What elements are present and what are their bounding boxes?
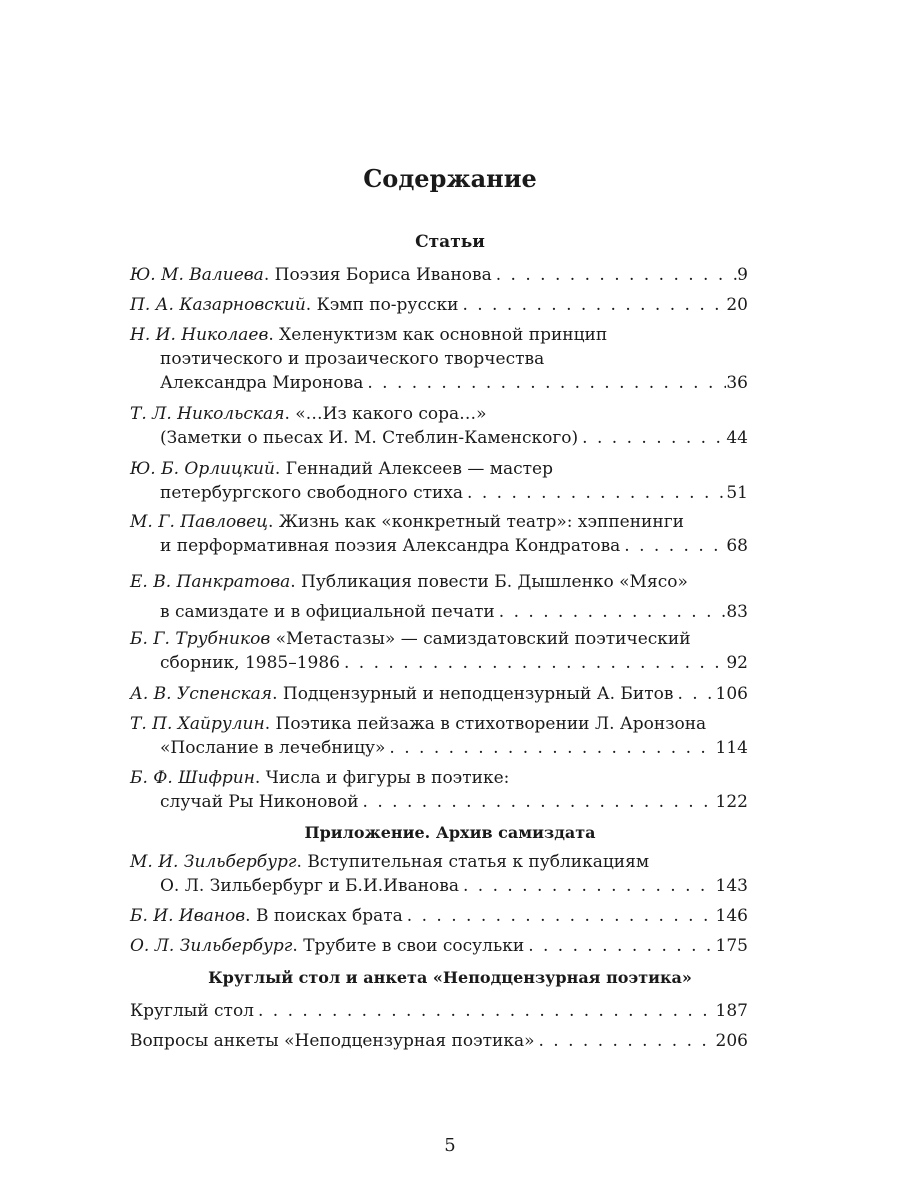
toc-entry-trubnikov: Б. Г. Трубников «Метастазы» — самиздатовский поэтический сборник, 1985–1986 . . . 92 [130, 627, 748, 675]
toc-entry-zilberburg-ol: О. Л. Зильбербург. Трубите в свои сосульки . . . 175 [130, 934, 748, 958]
leader-dots [495, 600, 727, 624]
page-ref: 143 [715, 876, 748, 896]
page-ref: 146 [715, 906, 748, 926]
toc-entry-questionnaire: Вопросы анкеты «Неподцензурная поэтика» . . . 206 [130, 1029, 748, 1053]
section-heading-articles: Статьи [415, 232, 485, 252]
leader-dots [524, 934, 715, 958]
leader-dots [458, 293, 726, 317]
page-ref: 51 [726, 483, 748, 503]
page-number: 5 [444, 1135, 456, 1156]
page-ref: 44 [726, 428, 748, 448]
section-heading-appendix: Приложение. Архив самиздата [304, 823, 596, 842]
section-heading-round-table: Круглый стол и анкета «Неподцензурная поэтика» [208, 968, 692, 987]
toc-entry-kazarnovsky: П. А. Казарновский. Кэмп по-русски . . . 20 [130, 293, 748, 317]
leader-dots [459, 874, 716, 898]
page-ref: 68 [726, 536, 748, 556]
page-title: Содержание [363, 164, 537, 193]
toc-entry-valieva: Ю. М. Валиева. Поэзия Бориса Иванова . . . 9 [130, 263, 748, 287]
page-ref: 206 [715, 1031, 748, 1051]
toc-entry-ivanov: Б. И. Иванов. В поисках брата . . . 146 [130, 904, 748, 928]
page-ref: 92 [726, 653, 748, 673]
page-ref: 106 [715, 684, 748, 704]
leader-dots [254, 999, 716, 1023]
toc-entry-pavlovets: М. Г. Павловец. Жизнь как «конкретный театр»: хэппенинги и перформативная поэзия Александра Кондратова . . . 68 [130, 510, 748, 558]
toc-entry-orlitsky: Ю. Б. Орлицкий. Геннадий Алексеев — мастер петербургского свободного стиха . . . 51 [130, 457, 748, 505]
leader-dots [359, 790, 716, 814]
toc-entry-nikolskaya: Т. Л. Никольская. «…Из какого сора…» (Заметки о пьесах И. М. Стеблин-Каменского) . . . 44 [130, 402, 748, 450]
page-ref: 114 [715, 738, 748, 758]
toc-entry-nikolaev: Н. И. Николаев. Хеленуктизм как основной принцип поэтического и прозаического творчества Александра Миронова . . . 36 [130, 323, 748, 395]
leader-dots [403, 904, 716, 928]
page-ref: 83 [726, 602, 748, 622]
leader-dots [340, 651, 726, 675]
leader-dots [578, 426, 726, 450]
toc-entry-zilberburg-mi: М. И. Зильбербург. Вступительная статья к публикациям О. Л. Зильбербург и Б.И.Иванова . . . 143 [130, 850, 748, 898]
toc-entry-shifrin: Б. Ф. Шифрин. Числа и фигуры в поэтике: случай Ры Никоновой . . . 122 [130, 766, 748, 814]
leader-dots [463, 481, 726, 505]
toc-entry-round-table: Круглый стол . . . 187 [130, 999, 748, 1023]
page-ref: 122 [715, 792, 748, 812]
leader-dots [363, 371, 726, 395]
leader-dots [492, 263, 737, 287]
page-ref: 9 [737, 265, 748, 285]
toc-entry-pankratova: Е. В. Панкратова. Публикация повести Б. Дышленко «Мясо» в самиздате и в официальной печати . . . 83 [130, 570, 748, 624]
leader-dots [673, 682, 715, 706]
leader-dots [620, 534, 726, 558]
toc-entry-khairulin: Т. П. Хайрулин. Поэтика пейзажа в стихотворении Л. Аронзона «Послание в лечебницу» . . . 114 [130, 712, 748, 760]
leader-dots [385, 736, 715, 760]
page-ref: 36 [726, 373, 748, 393]
page-ref: 187 [715, 1001, 748, 1021]
toc-entry-uspenskaya: А. В. Успенская. Подцензурный и неподцензурный А. Битов . . . 106 [130, 682, 748, 706]
page-ref: 20 [726, 295, 748, 315]
leader-dots [535, 1029, 716, 1053]
page-ref: 175 [715, 936, 748, 956]
